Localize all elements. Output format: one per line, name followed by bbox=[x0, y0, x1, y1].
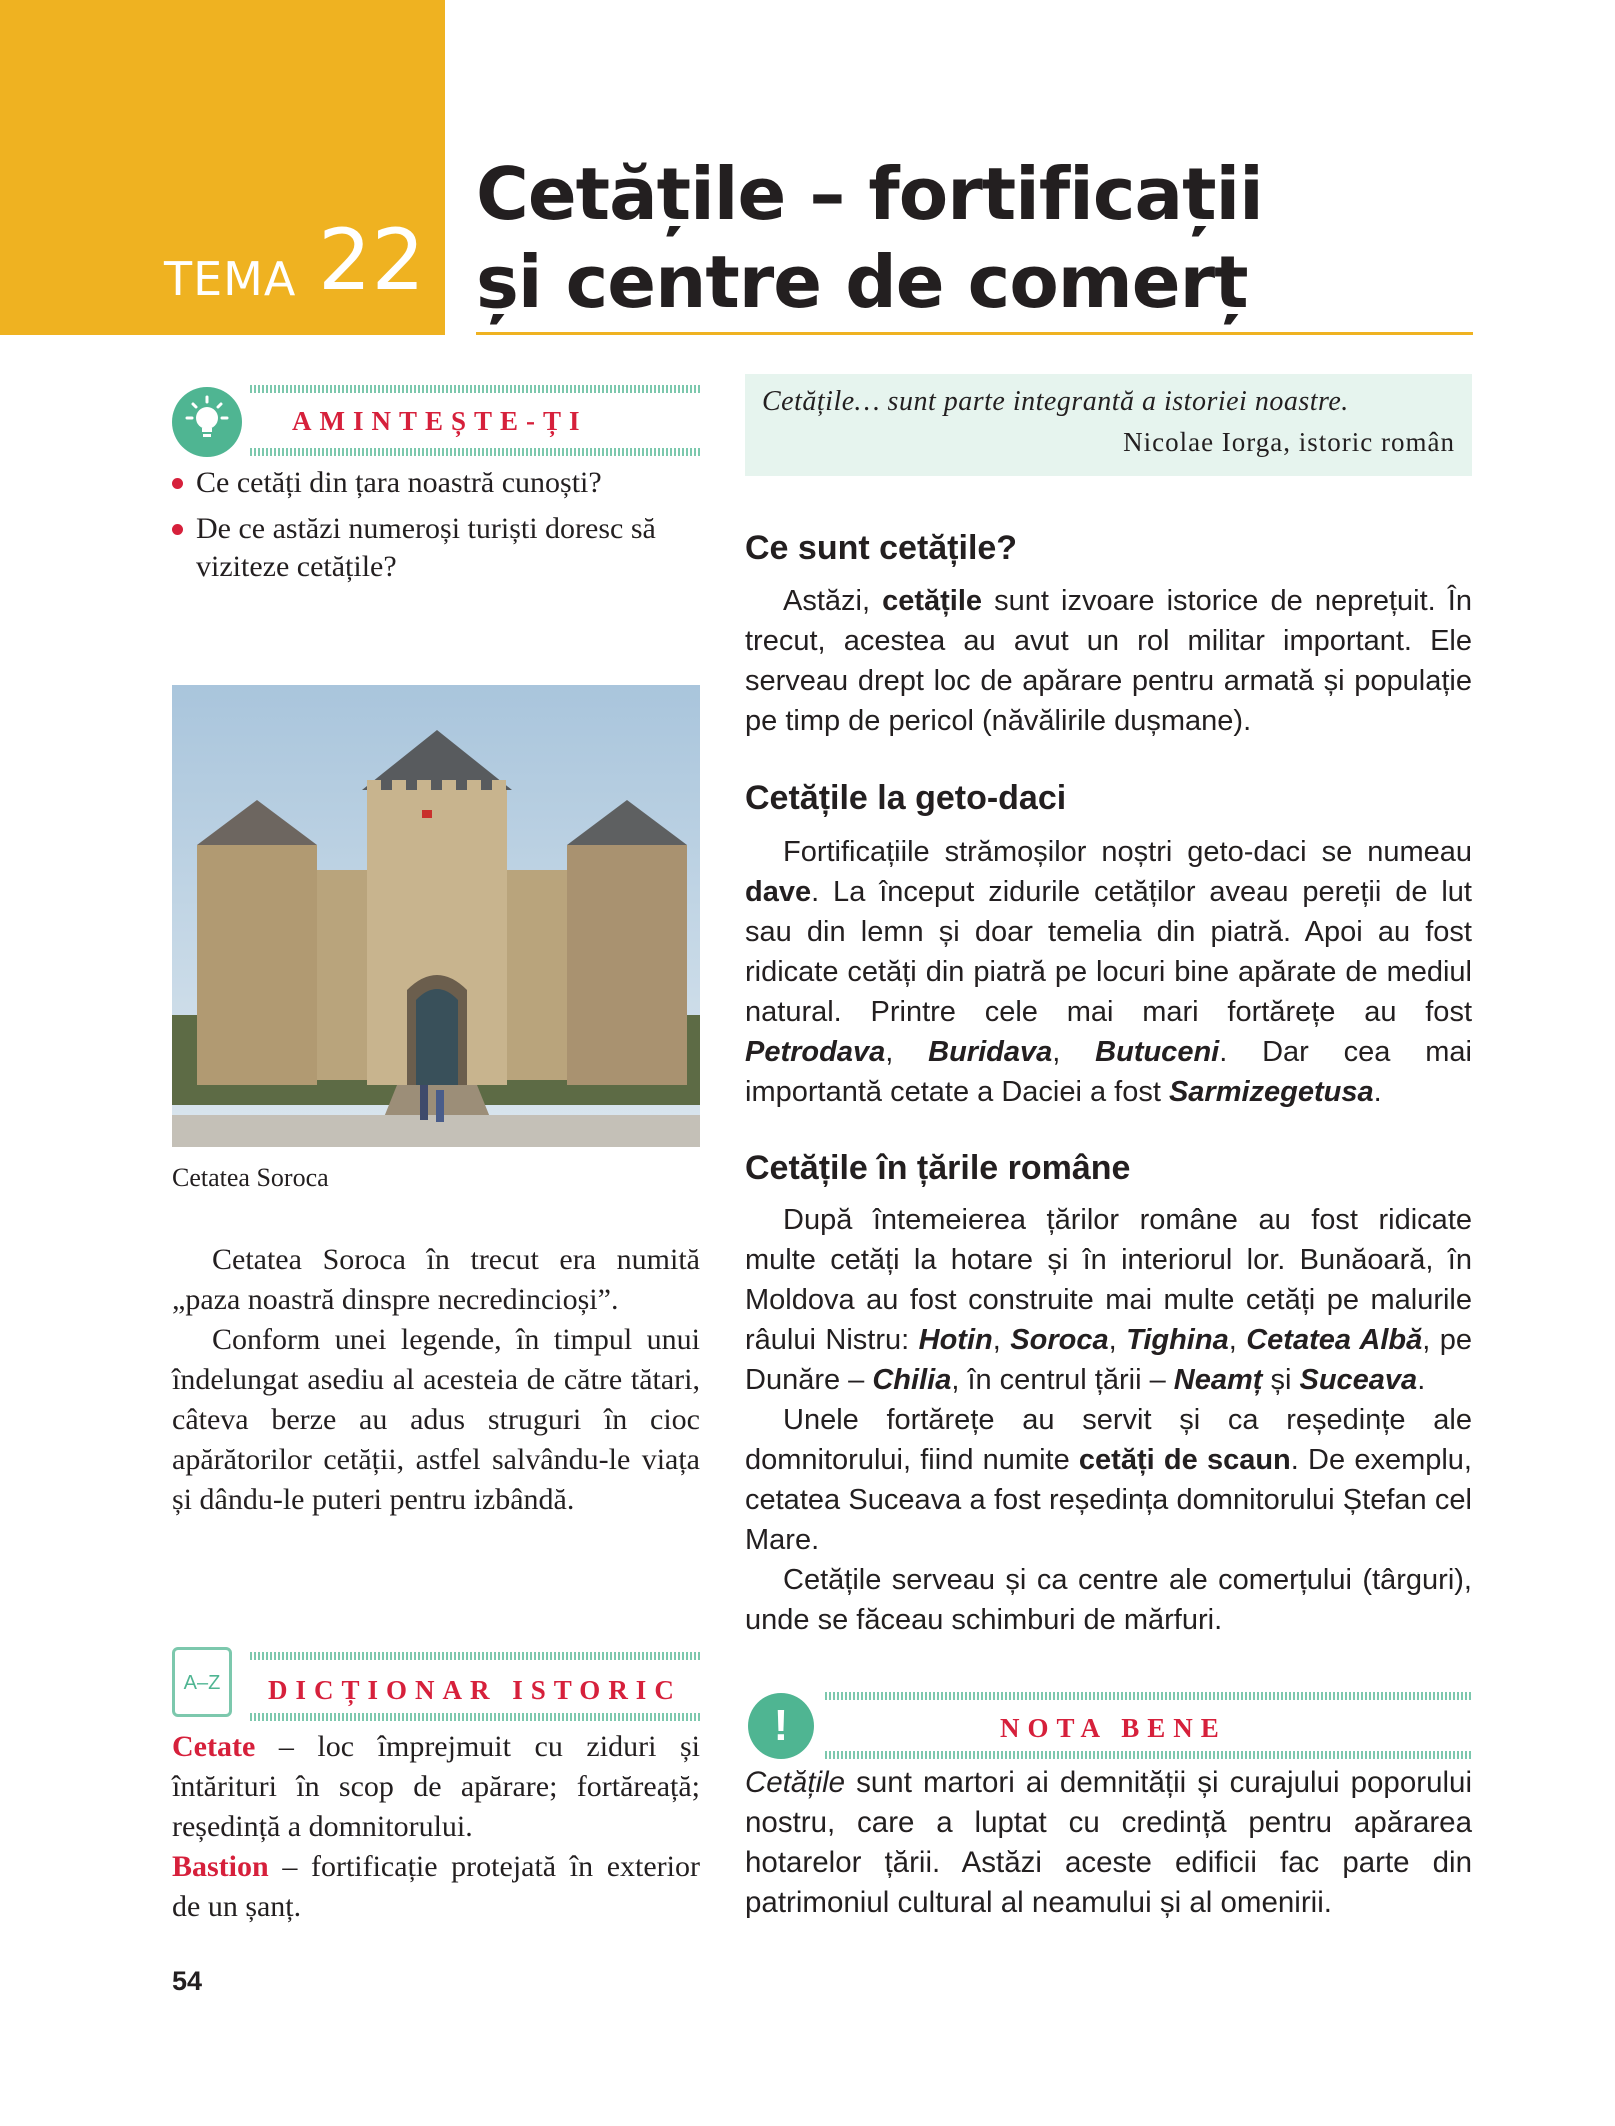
bold-term: cetățile bbox=[882, 585, 983, 617]
text: , bbox=[992, 1324, 1011, 1356]
section-heading: Cetățile la geto-daci bbox=[745, 779, 1067, 817]
fortress-name: Soroca bbox=[1010, 1324, 1109, 1356]
text: , pe Dunăre – bbox=[745, 1324, 1473, 1396]
lightbulb-icon bbox=[172, 387, 242, 457]
page-title bbox=[476, 150, 1263, 326]
fortress-name: Tighina bbox=[1126, 1324, 1229, 1356]
dictionary-entry bbox=[172, 1727, 700, 1847]
text: sunt martori ai demnității și curajului poporului nostru, care a luptat cu credință pentru apărarea hotarelor țării. Astăzi aceste edificii fac parte din patrimoniul cultural al neamului și al omenirii. bbox=[745, 1766, 1472, 1919]
list-item bbox=[172, 510, 712, 586]
fortress-name: Hotin bbox=[918, 1324, 993, 1356]
nota-bene-heading: NOTA BENE bbox=[1000, 1713, 1227, 1743]
soroca-text bbox=[172, 1240, 700, 1520]
exclamation-icon: ! bbox=[748, 1693, 814, 1759]
bold-term: dave bbox=[745, 876, 812, 908]
text: , bbox=[885, 1036, 929, 1068]
fortress-name: Neamț bbox=[1173, 1364, 1263, 1396]
fortress-name: Chilia bbox=[872, 1364, 952, 1396]
text: Astăzi, bbox=[783, 585, 883, 617]
nota-bene-text bbox=[745, 1763, 1472, 1923]
question-text: De ce astăzi numeroși turiști doresc să viziteze cetățile? bbox=[196, 512, 656, 583]
text: . De exemplu, cetatea Suceava a fost reședința domnitorului Ștefan cel Mare. bbox=[745, 1444, 1472, 1556]
section-heading: Cetățile în țările române bbox=[745, 1149, 1131, 1187]
section-heading: Ce sunt cetățile? bbox=[745, 529, 1018, 567]
bullet-icon bbox=[172, 478, 183, 489]
fortress-name: Suceava bbox=[1299, 1364, 1418, 1396]
paragraph bbox=[745, 832, 1472, 1112]
paragraph bbox=[745, 581, 1472, 741]
paragraph bbox=[745, 1200, 1472, 1400]
text: Fortificațiile strămoșilor noștri geto-daci se numeau bbox=[783, 836, 1472, 868]
photo-caption: Cetatea Soroca bbox=[172, 1163, 329, 1192]
dictionary-icon: A–Z bbox=[172, 1647, 232, 1717]
paragraph: Cetatea Soroca în trecut era numită „paza noastră dinspre necredincioși”. bbox=[172, 1243, 700, 1316]
title-line-2: și centre de comerț bbox=[476, 240, 1248, 324]
paragraph: Conform unei legende, în timpul unui îndelungat asediu al acesteia de către tătari, câteva berze au adus struguri în cioc apărătorilor cetății, astfel salvându-le viața și dându-le puteri pentru izbândă. bbox=[172, 1323, 700, 1516]
definition: – loc împrejmuit cu ziduri și întărituri în scop de apărare; fortăreață; reședință a domnitorului. bbox=[172, 1730, 700, 1843]
aminteste-heading: AMINTEȘTE-ȚI bbox=[292, 406, 588, 436]
text: . bbox=[1373, 1076, 1382, 1108]
paragraph bbox=[745, 1400, 1472, 1560]
fortress-name: Sarmizegetusa bbox=[1168, 1076, 1374, 1108]
text: . La început zidurile cetăților aveau pereții de lut sau din lemn și doar temelia din piatră. Apoi au fost ridicate cetăți din piatră pe locuri bine apărate de mediul natural. Printre cele mai mari fortărețe au fost bbox=[745, 876, 1472, 1028]
fortress-photo bbox=[172, 685, 700, 1147]
text: , bbox=[1108, 1324, 1127, 1356]
text: . bbox=[1417, 1364, 1426, 1396]
bold-term: cetăți de scaun bbox=[1078, 1444, 1291, 1476]
term: Cetate bbox=[172, 1730, 256, 1763]
fortress-name: Buridava bbox=[928, 1036, 1053, 1068]
italic-term: Cetățile bbox=[745, 1766, 846, 1799]
text: sunt izvoare istorice de neprețuit. În trecut, acestea au avut un rol militar important. Ele serveau drept loc de apărare pentru armată și populație pe timp de pericol (năvălirile dușmane). bbox=[745, 585, 1472, 737]
list-item bbox=[172, 464, 712, 502]
title-rule bbox=[476, 332, 1473, 335]
dotted-rule bbox=[250, 385, 700, 393]
quote-text: Cetățile… sunt parte integrantă a istoriei noastre. bbox=[762, 386, 1349, 417]
dictionary-entries bbox=[172, 1727, 700, 1927]
dictionary-entry bbox=[172, 1847, 700, 1927]
dotted-rule bbox=[250, 1713, 700, 1721]
text: , bbox=[1052, 1036, 1096, 1068]
text: Unele fortărețe au servit și ca reședințe ale domnitorului, fiind numite bbox=[745, 1404, 1472, 1476]
paragraph: Cetățile serveau și ca centre ale comerțului (târguri), unde se făceau schimburi de mărfuri. bbox=[745, 1564, 1472, 1636]
text: După întemeierea țărilor române au fost ridicate multe cetăți la hotare și în interiorul lor. Bunăoară, în Moldova au fost construite mai multe cetăți pe malurile râului Nistru: bbox=[745, 1204, 1472, 1356]
tema-number: 22 bbox=[318, 211, 425, 309]
text: și bbox=[1262, 1364, 1300, 1396]
dictionar-heading: DICȚIONAR ISTORIC bbox=[268, 1675, 682, 1705]
text: , bbox=[1228, 1324, 1247, 1356]
dotted-rule bbox=[825, 1751, 1472, 1759]
question-text: Ce cetăți din țara noastră cunoști? bbox=[196, 466, 602, 499]
page-number: 54 bbox=[172, 1966, 203, 1996]
dotted-rule bbox=[250, 1652, 700, 1660]
dotted-rule bbox=[250, 448, 700, 456]
section-text bbox=[745, 832, 1472, 1112]
fortress-name: Petrodava bbox=[745, 1036, 886, 1068]
text: , în centrul țării – bbox=[951, 1364, 1174, 1396]
definition: – fortificație protejată în exterior de un șanț. bbox=[172, 1850, 700, 1923]
fortress-name: Cetatea Albă bbox=[1246, 1324, 1423, 1356]
quote-author: Nicolae Iorga, istoric român bbox=[1123, 427, 1455, 457]
dotted-rule bbox=[825, 1692, 1472, 1700]
fortress-name: Butuceni bbox=[1095, 1036, 1220, 1068]
text: . Dar cea mai importantă cetate a Daciei a fost bbox=[745, 1036, 1472, 1108]
paragraph bbox=[745, 1763, 1472, 1923]
bullet-icon bbox=[172, 524, 183, 535]
title-line-1: Cetățile – fortificații bbox=[476, 152, 1263, 236]
term: Bastion bbox=[172, 1850, 269, 1883]
section-text bbox=[745, 1200, 1472, 1640]
question-list bbox=[172, 464, 712, 594]
section-text bbox=[745, 581, 1472, 741]
tema-label: TEMA bbox=[164, 252, 297, 306]
